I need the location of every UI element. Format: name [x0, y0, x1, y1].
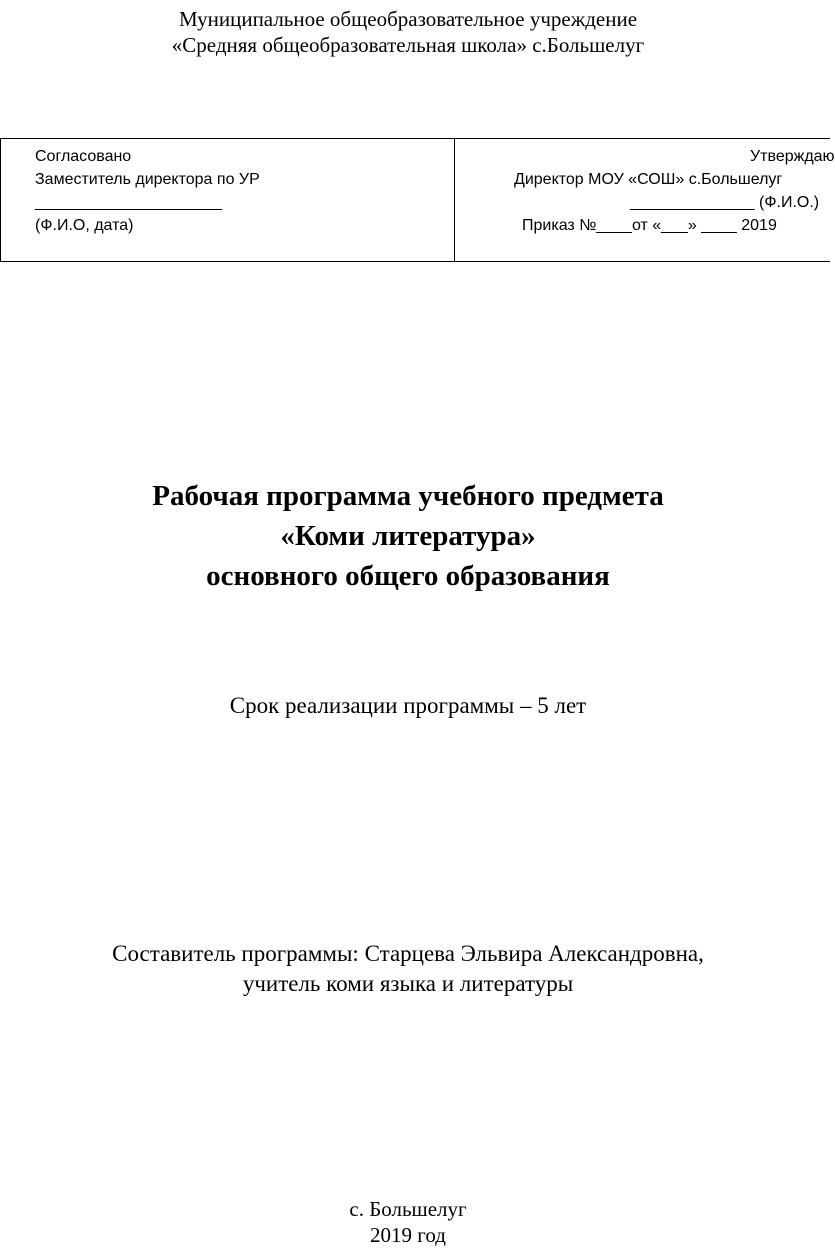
approval-table-divider: [454, 139, 455, 261]
place-name: с. Большелуг: [349, 1197, 467, 1221]
deputy-signature-line: _____________________: [35, 194, 222, 211]
deputy-name-date: (Ф.И.О, дата): [35, 217, 134, 234]
agreed-label: Согласовано: [35, 148, 132, 165]
order-line: Приказ №____от «___» ____ 2019: [522, 217, 777, 234]
school-name-line-1: Муниципальное общеобразовательное учреждение: [178, 7, 638, 31]
author-line-2: учитель коми языка и литературы: [242, 971, 574, 996]
approval-table: [0, 138, 835, 262]
school-name-line-2: «Средняя общеобразовательная школа» с.Большелуг: [171, 33, 645, 57]
director-signature: ______________ (Ф.И.О.): [630, 194, 820, 211]
deputy-position: Заместитель директора по УР: [35, 171, 260, 188]
program-title-line-1: Рабочая программа учебного предмета: [152, 480, 664, 512]
author-line-1: Составитель программы: Старцева Эльвира Александровна,: [112, 941, 704, 966]
director-position: Директор МОУ «СОШ» с.Большелуг: [514, 171, 783, 188]
program-title-line-2: «Коми литература»: [280, 520, 536, 552]
year: 2019 год: [370, 1223, 446, 1247]
program-title-line-3: основного общего образования: [206, 560, 610, 592]
program-duration: Срок реализации программы – 5 лет: [229, 693, 587, 718]
approved-label: Утверждаю: [750, 148, 835, 165]
